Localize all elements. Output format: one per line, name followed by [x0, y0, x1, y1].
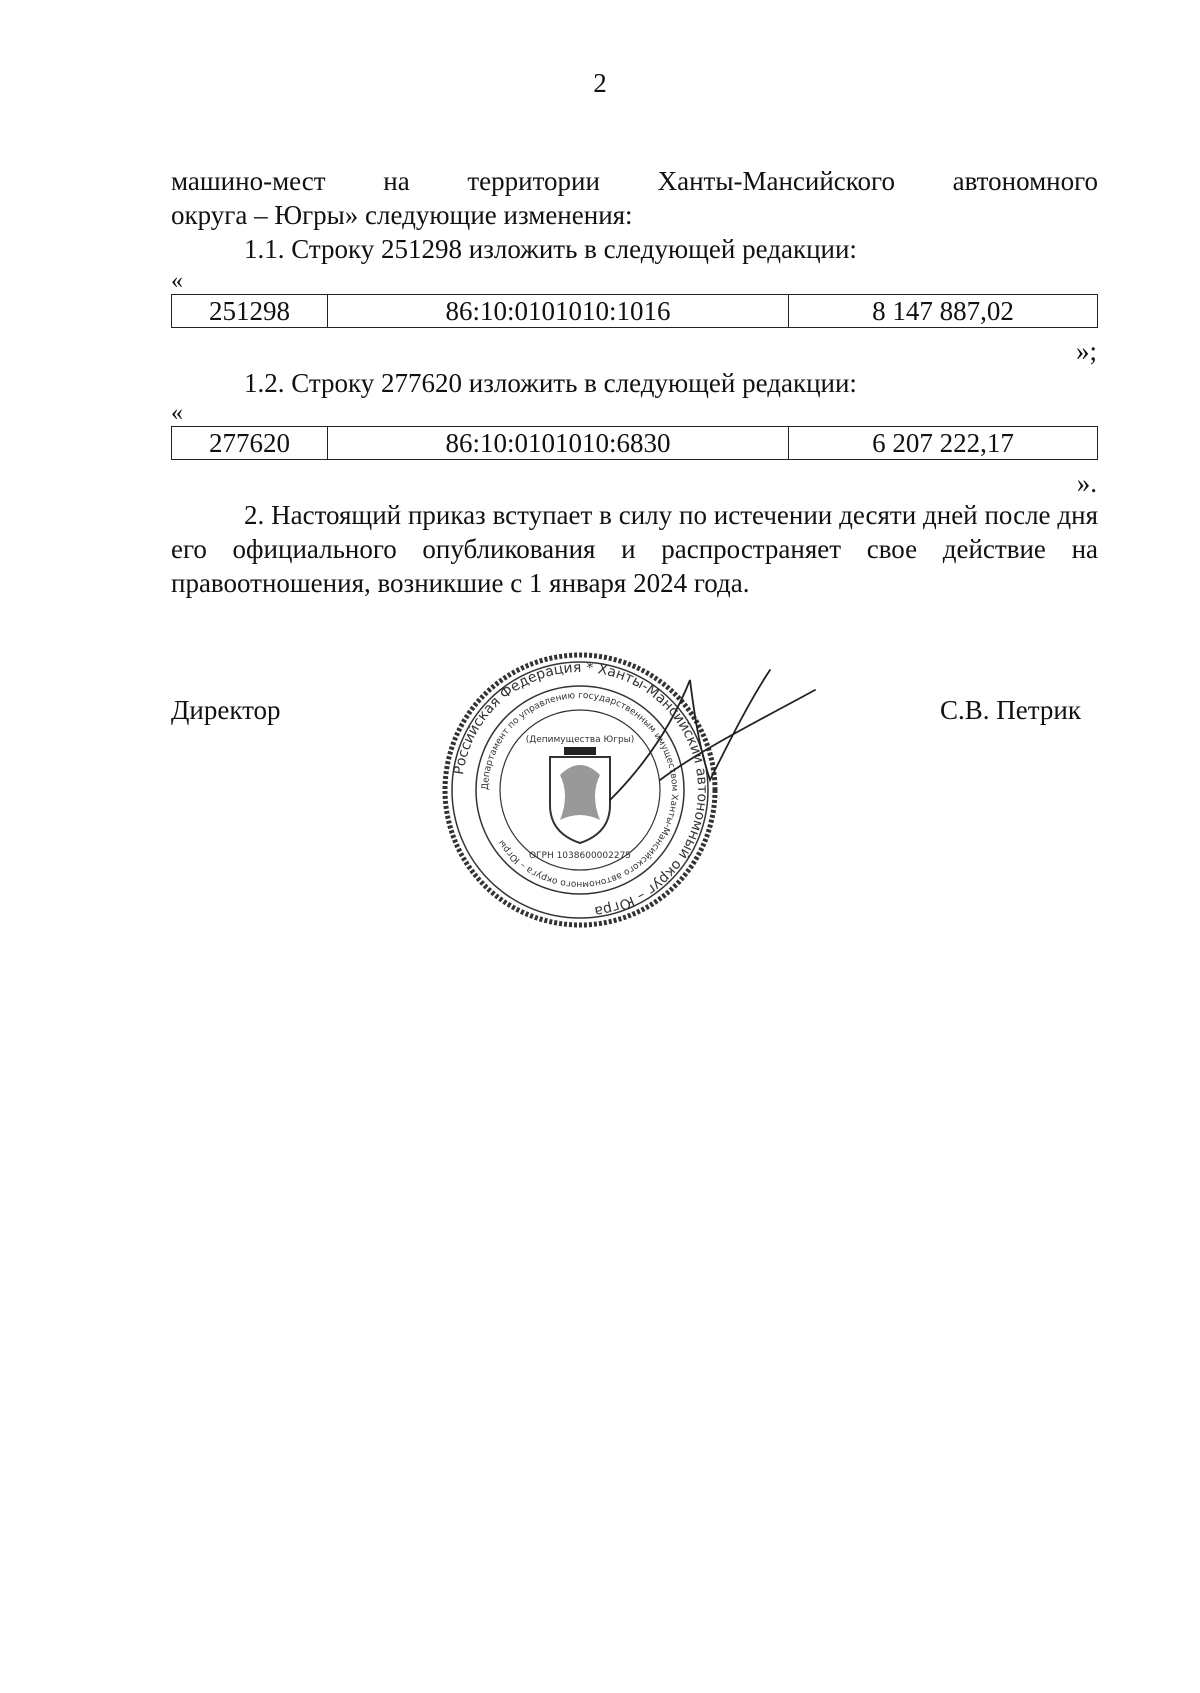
seal-outer-text: Российская Федерация * Ханты-Мансийский автономный округ – Югра [451, 659, 711, 920]
row-number-cell: 251298 [172, 295, 328, 328]
intro-word: машино-мест [171, 166, 326, 196]
row-number-cell: 277620 [172, 427, 328, 460]
item-1-2-text: 1.2. Строку 277620 изложить в следующей редакции: [244, 368, 857, 398]
cadastral-value-cell: 8 147 887,02 [789, 295, 1098, 328]
table-row [172, 295, 1098, 328]
seal-inner-text: Департамент по управлению государственным имуществом Ханты-Мансийского автономного округа – Югры [480, 690, 680, 890]
intro-word: автономного [952, 166, 1099, 196]
handwritten-signature [600, 660, 820, 810]
item-1-1-text: 1.1. Строку 251298 изложить в следующей редакции: [244, 234, 857, 264]
table-row [172, 427, 1098, 460]
record-table-2 [171, 426, 1098, 460]
intro-paragraph [171, 164, 1098, 266]
open-quote-2: « [171, 400, 183, 426]
item-2-text: 2. Настоящий приказ вступает в силу по истечении десяти дней после дня его официального опубликования и распространяет свое действие на правоотношения, возникшие с 1 января 2024 года. [171, 500, 1098, 598]
cadastral-number-cell: 86:10:0101010:6830 [328, 427, 789, 460]
close-quote-2: ». [1076, 468, 1097, 498]
open-quote-1: « [171, 268, 183, 294]
page-number: 2 [593, 68, 607, 98]
signatory-title: Директор [171, 695, 281, 725]
intro-line-2: округа – Югры» следующие изменения: [171, 200, 633, 230]
intro-line-1 [171, 164, 1098, 198]
intro-word: Ханты-Мансийского [657, 166, 895, 196]
signatory-name: С.В. Петрик [940, 695, 1081, 725]
record-table-1 [171, 294, 1098, 328]
cadastral-number-cell: 86:10:0101010:1016 [328, 295, 789, 328]
intro-word: территории [467, 166, 600, 196]
seal-ogrn: ОГРН 1038600002275 [528, 851, 632, 861]
cadastral-value-cell: 6 207 222,17 [789, 427, 1098, 460]
seal-short-name: (Депимущества Югры) [525, 735, 635, 745]
intro-word: на [383, 166, 410, 196]
close-quote-1: »; [1075, 336, 1097, 366]
